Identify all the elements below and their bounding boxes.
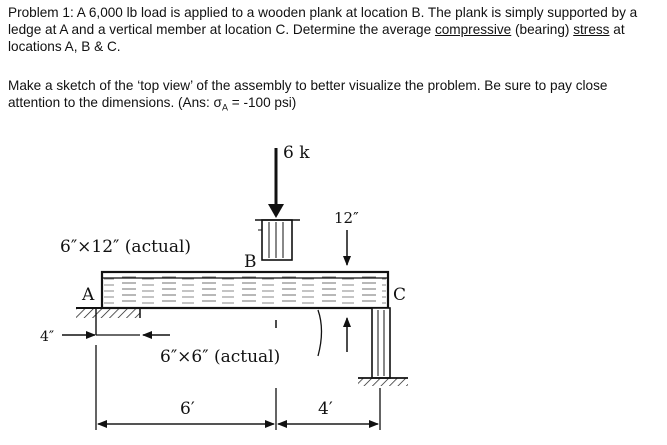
load-arrow: [268, 148, 284, 218]
label-a: A: [82, 285, 95, 305]
load-label: 6 k: [283, 143, 310, 163]
wooden-plank: [102, 272, 388, 308]
sketch-instruction: [8, 77, 658, 117]
problem-text-end: at locations A, B & C.: [8, 22, 625, 54]
plank-size-label: 6″×12″ (actual): [60, 237, 192, 257]
sigma-subscript: A: [221, 102, 228, 113]
bearing-block-b: [255, 220, 300, 260]
dim-12in: 12″: [334, 209, 359, 227]
ledge-support-a: [76, 308, 140, 335]
instruction-text: Make a sketch of the ‘top view’ of the assembly to better visualize the problem. Be sure to pay close attention to the dimensions. (Ans:: [8, 78, 608, 110]
leader-line: [318, 310, 322, 356]
underlined-compressive: compressive: [434, 22, 512, 37]
dim-6ft: 6′: [180, 399, 195, 419]
dim-4in: 4″: [40, 329, 55, 345]
problem-text: Problem 1: A 6,000 lb load is applied to a wooden plank at location B. The plank is simply supported by a ledge at A and a vertical member at location C. Determine the average: [8, 5, 638, 37]
problem-text-mid: (bearing): [511, 22, 574, 37]
dim-4ft: 4′: [318, 399, 333, 419]
post-size-label: 6″×6″ (actual): [160, 347, 281, 367]
beam-diagram: [0, 130, 667, 445]
vertical-member-c: [358, 308, 408, 386]
sigma-symbol: σ: [213, 95, 222, 110]
problem-statement: [8, 4, 658, 55]
label-c: C: [393, 285, 407, 305]
answer-value: = -100 psi): [227, 95, 297, 110]
underlined-stress: stress: [573, 22, 610, 37]
label-b: B: [244, 252, 257, 272]
